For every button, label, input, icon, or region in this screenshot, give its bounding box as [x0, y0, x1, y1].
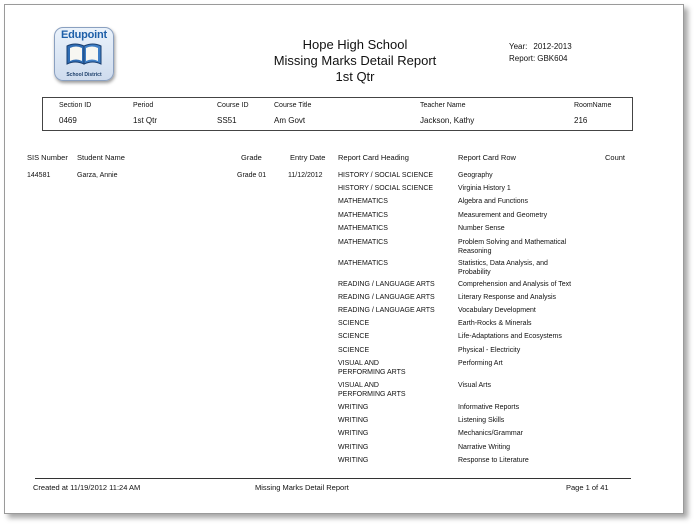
row-heading: WRITING [338, 430, 369, 437]
row-heading: SCIENCE [338, 320, 370, 327]
row-name: Geography [458, 172, 493, 179]
student-sis: 144581 [27, 172, 51, 179]
book-icon [65, 42, 103, 66]
row-name: Problem Solving and Mathematical Reasoning [458, 239, 567, 255]
col-count: Count [605, 153, 626, 162]
row-name: Earth-Rocks & Minerals [458, 320, 532, 327]
school-name: Hope High School [302, 37, 408, 52]
row-heading: SCIENCE [338, 333, 370, 340]
row-name: Comprehension and Analysis of Text [458, 281, 572, 288]
section-id-value: 0469 [59, 116, 77, 125]
row-name: Measurement and Geometry [458, 212, 548, 219]
row-heading: MATHEMATICS [338, 239, 388, 246]
row-name: Visual Arts [458, 382, 491, 389]
row-name: Life-Adaptations and Ecosystems [458, 333, 562, 340]
col-sis-number: SIS Number [27, 153, 68, 162]
col-student-name: Student Name [77, 153, 125, 162]
footer-page-number: Page 1 of 41 [566, 483, 609, 492]
report-code: GBK604 [537, 54, 568, 63]
row-name: Informative Reports [458, 404, 520, 411]
student-name: Garza, Annie [77, 172, 118, 179]
student-grade: Grade 01 [237, 172, 267, 179]
row-heading: WRITING [338, 457, 369, 464]
report-page [4, 4, 684, 514]
row-name: Response to Literature [458, 457, 529, 464]
row-heading: READING / LANGUAGE ARTS [338, 307, 435, 314]
report-meta [509, 41, 572, 65]
period-value: 1st Qtr [133, 116, 158, 125]
row-heading: MATHEMATICS [338, 225, 388, 232]
row-name: Number Sense [458, 225, 505, 232]
course-title-value: Am Govt [274, 116, 306, 125]
row-heading: READING / LANGUAGE ARTS [338, 294, 435, 301]
row-heading: MATHEMATICS [338, 198, 388, 205]
row-name: Physical - Electricity [458, 347, 521, 354]
row-heading: HISTORY / SOCIAL SCIENCE [338, 185, 434, 192]
row-name: Statistics, Data Analysis, and Probability [458, 260, 548, 276]
row-heading: VISUAL AND PERFORMING ARTS [338, 382, 406, 398]
row-heading: READING / LANGUAGE ARTS [338, 281, 435, 288]
footer-divider [35, 478, 631, 479]
row-heading: HISTORY / SOCIAL SCIENCE [338, 172, 434, 179]
course-title-label: Course Title [274, 102, 312, 109]
course-id-label: Course ID [217, 102, 249, 109]
footer-title: Missing Marks Detail Report [255, 483, 349, 492]
row-name: Algebra and Functions [458, 198, 529, 205]
col-report-card-row: Report Card Row [458, 153, 516, 162]
row-name: Vocabulary Development [458, 307, 536, 314]
year-label: Year: [509, 42, 528, 51]
teacher-value: Jackson, Kathy [420, 116, 475, 125]
row-name: Listening Skills [458, 417, 505, 424]
logo-brand: Edupoint [60, 29, 108, 41]
report-title-block [205, 37, 505, 85]
row-heading: VISUAL AND PERFORMING ARTS [338, 360, 406, 376]
section-id-label: Section ID [59, 102, 92, 109]
col-entry-date: Entry Date [290, 153, 326, 162]
student-entry-date: 11/12/2012 [288, 172, 323, 179]
row-heading: MATHEMATICS [338, 260, 388, 267]
col-report-card-heading: Report Card Heading [338, 153, 409, 162]
row-heading: SCIENCE [338, 347, 370, 354]
edupoint-logo [54, 27, 114, 81]
room-value: 216 [574, 116, 588, 125]
row-heading: WRITING [338, 417, 369, 424]
row-name: Narrative Writing [458, 444, 510, 451]
row-heading: MATHEMATICS [338, 212, 388, 219]
row-name: Mechanics/Grammar [458, 430, 523, 437]
footer-created: Created at 11/19/2012 11:24 AM [33, 483, 141, 492]
report-title: Missing Marks Detail Report [273, 53, 437, 68]
report-term: 1st Qtr [335, 69, 375, 84]
teacher-label: Teacher Name [420, 102, 466, 109]
col-grade: Grade [241, 153, 262, 162]
course-id-value: SS51 [217, 116, 237, 125]
row-heading: WRITING [338, 444, 369, 451]
section-info-box [42, 97, 633, 131]
logo-subtitle: School District [66, 72, 102, 78]
row-heading: WRITING [338, 404, 369, 411]
report-label: Report: [509, 54, 536, 63]
row-name: Virginia History 1 [458, 185, 511, 192]
room-label: RoomName [574, 102, 612, 109]
row-name: Performing Art [458, 360, 503, 367]
row-name: Literary Response and Analysis [458, 294, 557, 301]
year-value: 2012-2013 [533, 42, 572, 51]
period-label: Period [133, 102, 154, 109]
